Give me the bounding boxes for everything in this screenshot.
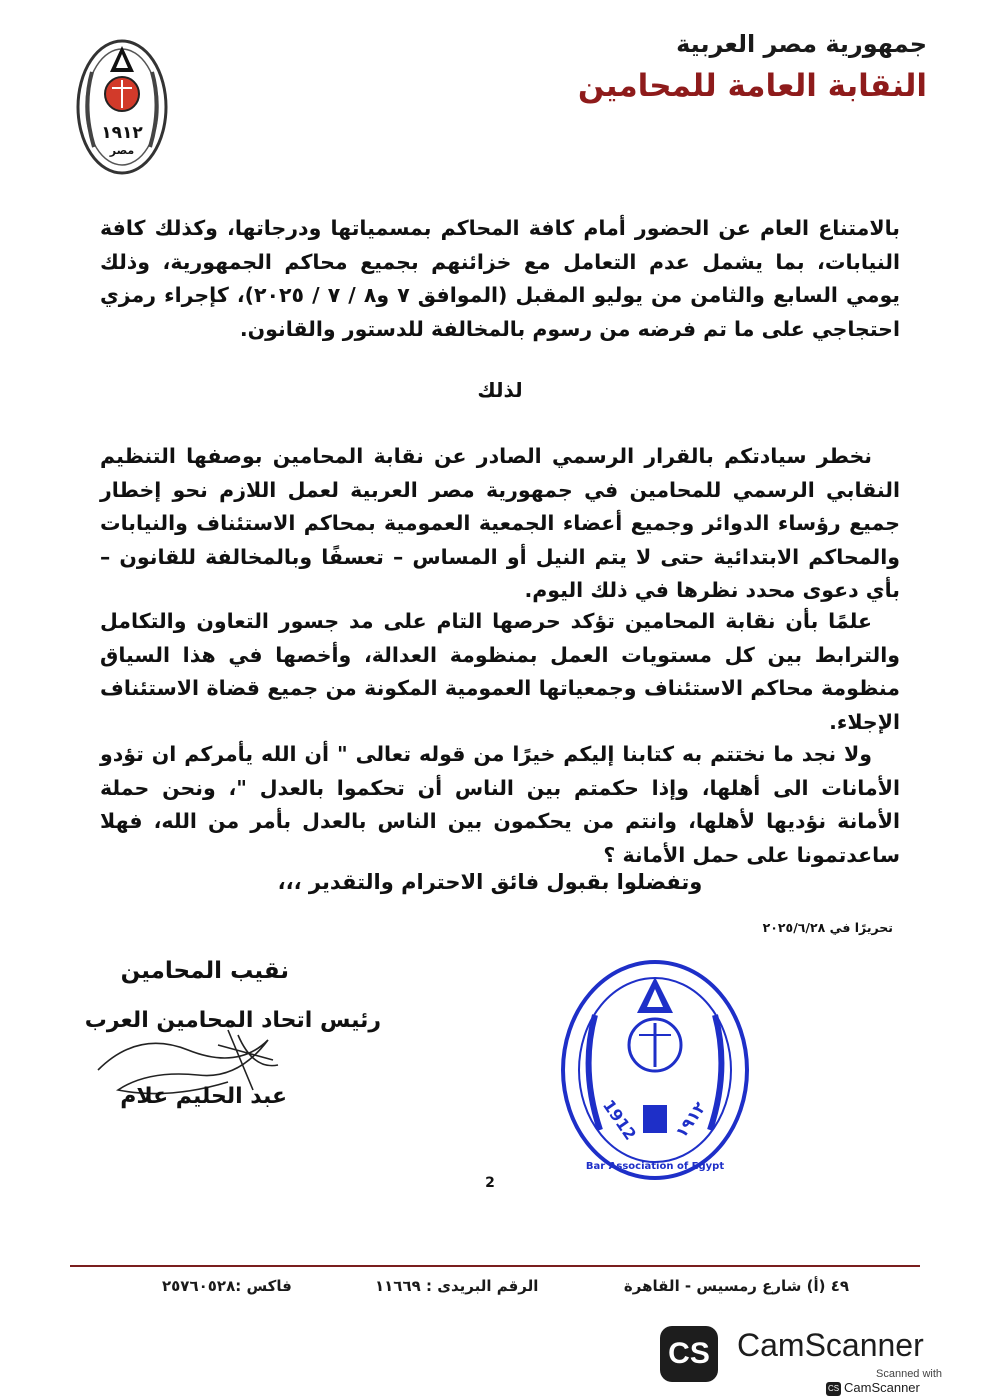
body-paragraph-1: بالامتناع العام عن الحضور أمام كافة المحاكم بمسمياتها ودرجاتها، وكذلك كافة النيابات، بما يشمل عدم التعامل مع خزائنهم بجميع محاكم الجمهورية، وذلك يومي السابع والثامن من يوليو المقبل (الموافق ٧ و٨ / ٧ / ٢٠٢٥)، كإجراء رمزي احتجاجي على ما تم فرضه من رسوم بالمخالفة للدستور والقانون. — [100, 216, 900, 341]
footer-address: ٤٩ (أ) شارع رمسيس - القاهرة — [623, 1277, 849, 1295]
signatory-name: عبد الحليم علام — [120, 1084, 287, 1109]
logo-country: مصر — [109, 144, 135, 157]
footer-divider — [70, 1265, 920, 1267]
scanned-with-label: Scanned with — [876, 1368, 943, 1380]
page-number: 2 — [485, 1175, 495, 1191]
camscanner-small-badge — [826, 1380, 976, 1398]
section-heading: لذلك — [477, 378, 523, 402]
camscanner-logo-icon: CS — [660, 1326, 718, 1382]
stamp-text: Bar Association of Egypt — [585, 1161, 725, 1172]
camscanner-small-label: CamScanner — [844, 1380, 920, 1395]
stamp-year-right: ١٩١٢ — [671, 1098, 710, 1142]
logo-year: ١٩١٢ — [101, 123, 143, 143]
body-paragraph-2: نخطر سيادتكم بالقرار الرسمي الصادر عن نقابة المحامين بوصفها التنظيم النقابي الرسمي للمحامين في جمهورية مصر العربية لعمل اللازم نحو إخطار جميع رؤساء الدوائر وجميع أعضاء الجمعية العمومية بمحاكم الاستئناف والنيابات والمحاكم الابتدائية حتى لا يتم النيل أو المساس – تعسفًا وبالمخالفة للقانون – بأي دعوى محدد نظرها في ذلك اليوم. — [100, 444, 900, 602]
footer-postal-code: الرقم البريدى : ١١٦٦٩ — [375, 1277, 539, 1295]
signatory-role: رئيس اتحاد المحامين العرب — [84, 1008, 381, 1033]
stamp-year-left: 1912 — [598, 1096, 641, 1144]
camscanner-mini-icon: CS — [826, 1382, 841, 1396]
official-stamp — [555, 955, 755, 1185]
header-country: جمهورية مصر العربية — [676, 30, 927, 58]
body-paragraph-3: علمًا بأن نقابة المحامين تؤكد حرصها التام على مد جسور التعاون والتكامل والترابط بين كل مستويات العمل بمنظومة العدالة، وأخصها في هذا السياق منظومة محاكم الاستئناف وجمعياتها العمومية المكونة من جميع قضاة الاستئناف الإجلاء. — [100, 609, 900, 734]
header-union-name: النقابة العامة للمحامين — [577, 68, 927, 104]
closing-salutation: وتفضلوا بقبول فائق الاحترام والتقدير ،،، — [277, 870, 703, 894]
camscanner-brand: CamScanner — [737, 1327, 924, 1363]
syndicate-logo — [72, 32, 172, 182]
issue-date: تحريرًا في ٢٠٢٥/٦/٢٨ — [762, 920, 893, 935]
signatory-title: نقيب المحامين — [120, 958, 289, 984]
footer-fax: فاكس :٢٥٧٦٠٥٢٨ — [162, 1277, 292, 1295]
body-paragraph-4: ولا نجد ما نختتم به كتابنا إليكم خيرًا من قوله تعالى " أن الله يأمركم ان تؤدو الأمانات الى أهلها، وإذا حكمتم بين الناس أن تحكموا بالعدل "، ونحن حملة الأمانة نؤديها لأهلها، وانتم من يحكمون بين الناس بالعدل بأمر من الله، فهلا ساعدتمونا على حمل الأمانة ؟ — [100, 742, 900, 867]
